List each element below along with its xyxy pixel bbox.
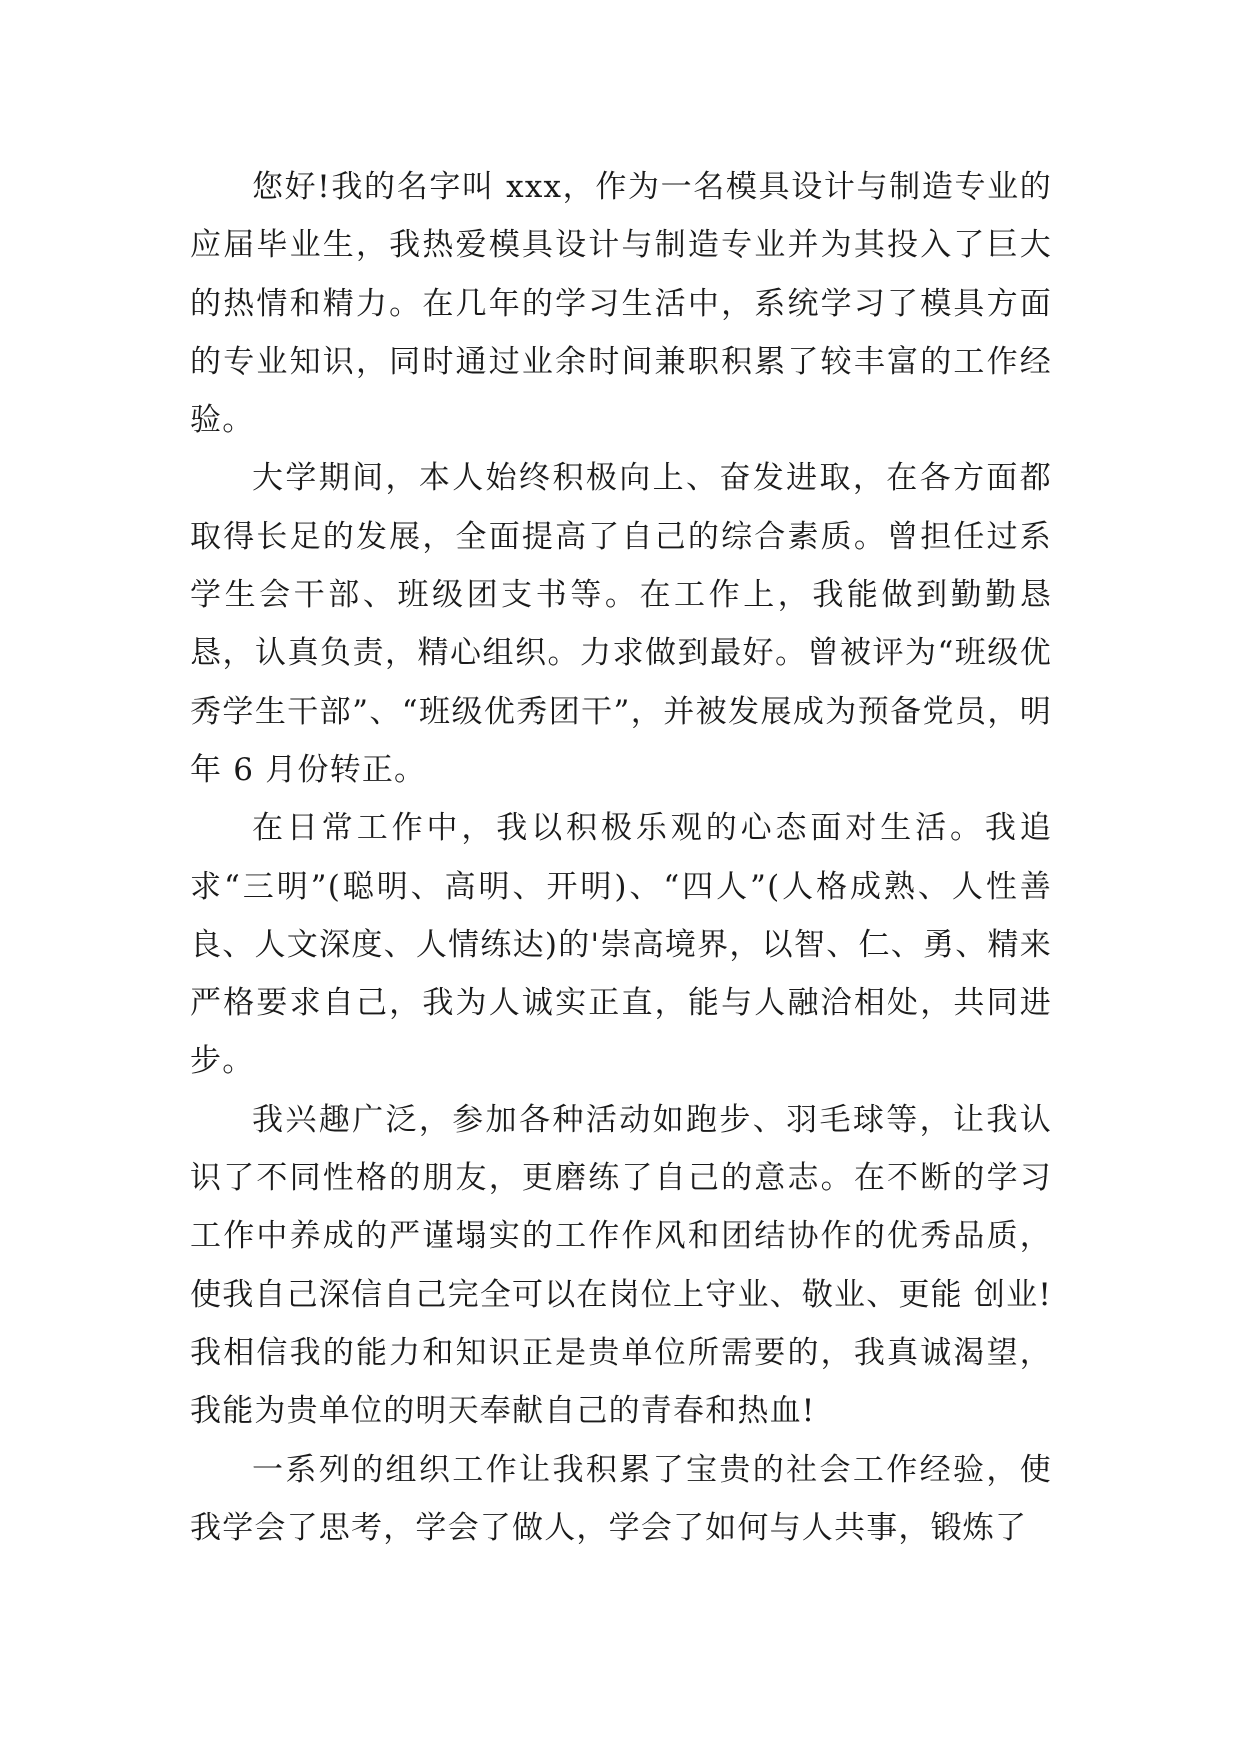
paragraph-interests: 我兴趣广泛，参加各种活动如跑步、羽毛球等，让我认识了不同性格的朋友，更磨练了自己的意志。在不断的学习工作中养成的严谨塌实的工作作风和团结协作的优秀品质，使我自己深信自己完全可以在岗位上守业、敬业、更能 创业!我相信我的能力和知识正是贵单位所需要的，我真诚渴望，我能为贵单位的明天奉献自己的青春和热血! — [190, 1101, 1052, 1430]
paragraph-greeting: 您好!我的名字叫 xxx，作为一名模具设计与制造专业的应届毕业生，我热爱模具设计与制造专业并为其投入了巨大的热情和精力。在几年的学习生活中，系统学习了模具方面的专业知识，同时通过业余时间兼职积累了较丰富的工作经验。 — [190, 169, 1052, 439]
paragraph-organization: 一系列的组织工作让我积累了宝贵的社会工作经验，使我学会了思考，学会了做人，学会了如何与人共事，锻炼了 — [190, 1451, 1052, 1546]
paragraph-university: 大学期间，本人始终积极向上、奋发进取，在各方面都取得长足的发展，全面提高了自己的综合素质。曾担任过系学生会干部、班级团支书等。在工作上，我能做到勤勤恳恳，认真负责，精心组织。力求做到最好。曾被评为“班级优秀学生干部”、“班级优秀团干”，并被发展成为预备党员，明年 6 月份转正。 — [190, 460, 1052, 788]
paragraph-daily-work: 在日常工作中，我以积极乐观的心态面对生活。我追求“三明”(聪明、高明、开明)、“四人”(人格成熟、人性善良、人文深度、人情练达)的'崇高境界，以智、仁、勇、精来严格要求自己，我为人诚实正直，能与人融洽相处，共同进步。 — [190, 810, 1052, 1080]
letter-body — [190, 158, 1052, 1557]
